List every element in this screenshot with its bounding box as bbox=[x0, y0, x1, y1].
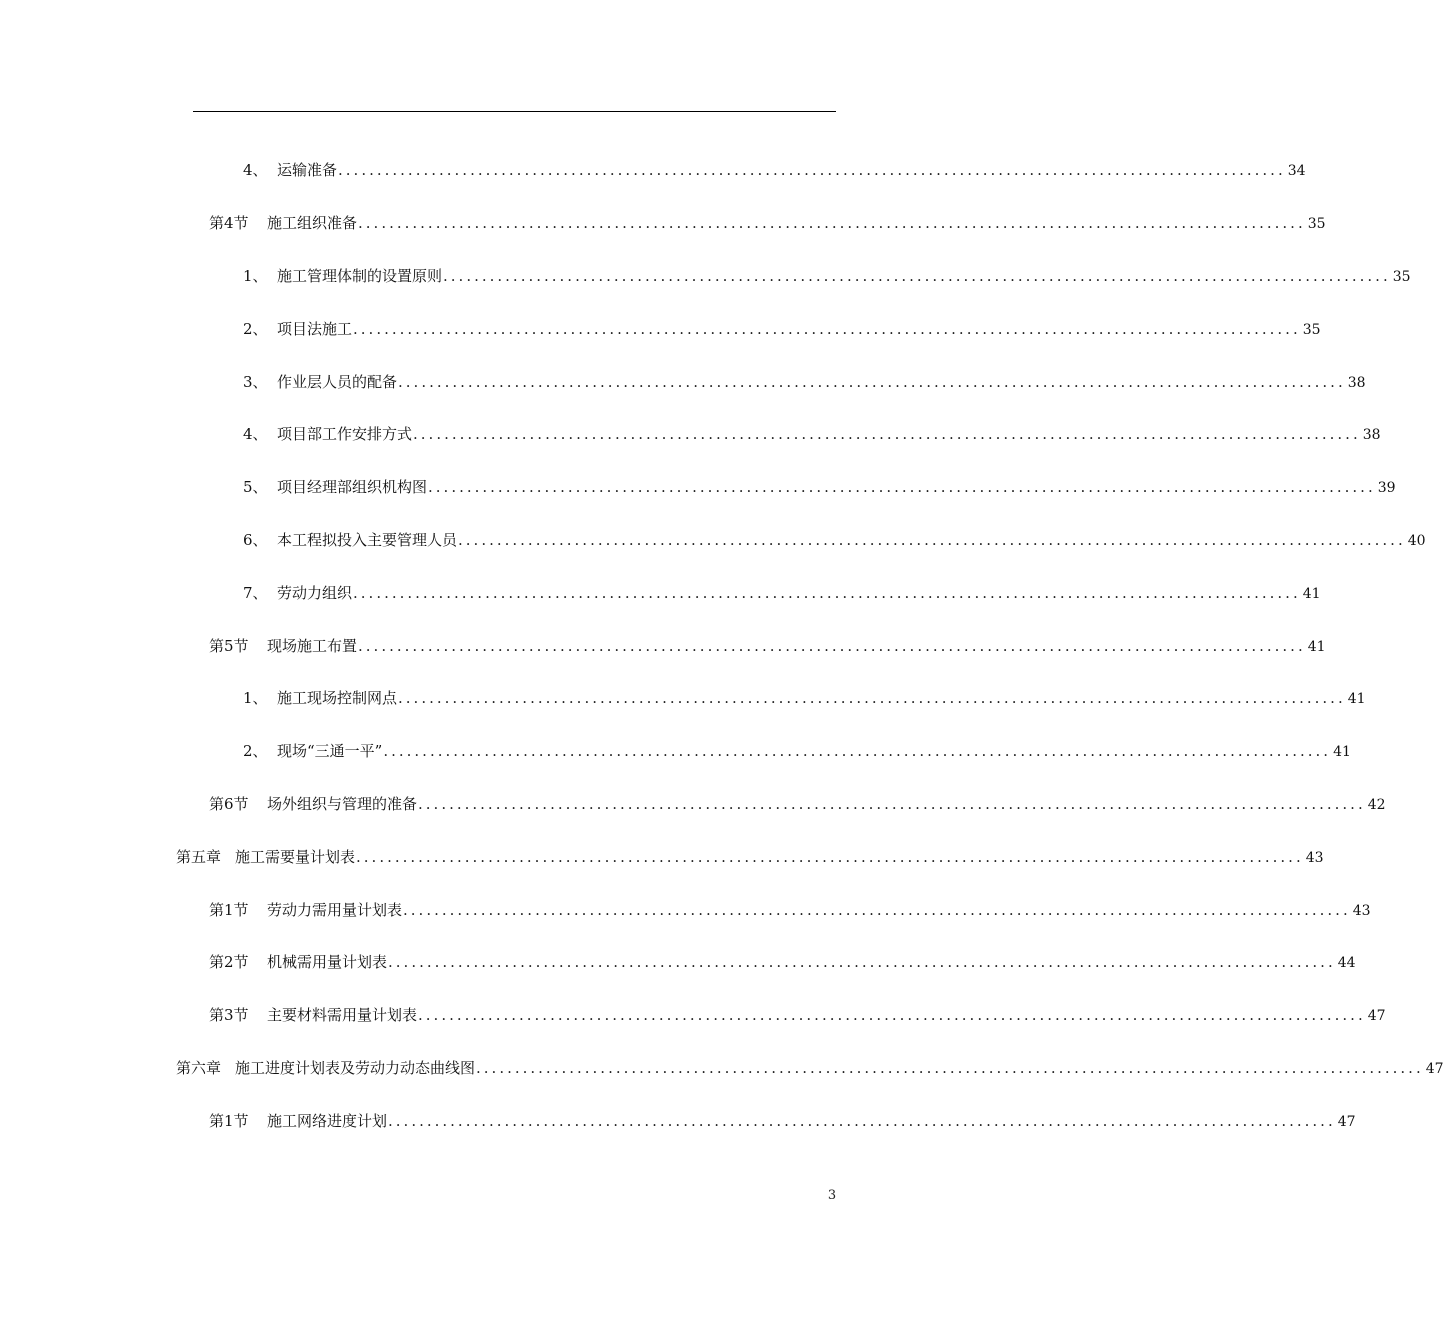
toc-entry-key-personnel[interactable] bbox=[243, 528, 1426, 552]
toc-entry-number: 4、 bbox=[243, 161, 268, 179]
toc-entry-title: 本工程拟投入主要管理人员 bbox=[277, 531, 458, 549]
toc-entry-title: 项目法施工 bbox=[277, 320, 353, 338]
toc-entry-number: 2、 bbox=[243, 320, 268, 338]
dot-leader: .......................................................................................................................... bbox=[458, 531, 1406, 549]
toc-entry-title: 运输准备 bbox=[277, 161, 338, 179]
toc-entry-page: 34 bbox=[1287, 163, 1306, 179]
toc-entry-work-arrangement[interactable] bbox=[243, 422, 1381, 446]
toc-entry-page: 38 bbox=[1347, 375, 1366, 391]
dot-leader: .......................................................................................................................... bbox=[413, 425, 1361, 443]
toc-entry-page: 41 bbox=[1333, 744, 1351, 760]
dot-leader: .......................................................................................................................... bbox=[356, 848, 1304, 866]
toc-entry-page: 42 bbox=[1367, 797, 1386, 813]
toc-entry-number: 5、 bbox=[243, 478, 268, 496]
toc-entry-number: 第1节 bbox=[209, 1112, 249, 1130]
toc-entry-title: 劳动力需用量计划表 bbox=[267, 901, 403, 919]
toc-entry-title: 施工管理体制的设置原则 bbox=[277, 267, 443, 285]
toc-entry-transport-prep[interactable] bbox=[243, 158, 1306, 182]
toc-entry-page: 47 bbox=[1337, 1114, 1356, 1130]
page-number: 3 bbox=[827, 1188, 837, 1203]
toc-entry-page: 35 bbox=[1392, 269, 1411, 285]
toc-entry-chapter-6[interactable] bbox=[176, 1056, 1444, 1080]
toc-entry-number: 2、 bbox=[243, 742, 268, 760]
dot-leader: .......................................................................................................................... bbox=[358, 637, 1306, 655]
dot-leader: .......................................................................................................................... bbox=[428, 478, 1376, 496]
toc-entry-title: 机械需用量计划表 bbox=[267, 953, 388, 971]
toc-entry-section-4[interactable] bbox=[209, 211, 1326, 235]
dot-leader: .......................................................................................................................... bbox=[418, 1006, 1366, 1024]
toc-entry-page: 47 bbox=[1425, 1061, 1444, 1077]
toc-entry-page: 41 bbox=[1307, 639, 1326, 655]
toc-entry-number: 1、 bbox=[243, 689, 268, 707]
toc-entry-title: 场外组织与管理的准备 bbox=[267, 795, 418, 813]
toc-entry-page: 40 bbox=[1407, 533, 1426, 549]
dot-leader: .......................................................................................................................... bbox=[403, 901, 1351, 919]
dot-leader: .......................................................................................................................... bbox=[383, 742, 1332, 760]
dot-leader: .......................................................................................................................... bbox=[353, 320, 1301, 338]
toc-entry-labor-organization[interactable] bbox=[243, 581, 1321, 605]
toc-entry-title: 主要材料需用量计划表 bbox=[267, 1006, 418, 1024]
toc-entry-title: 施工需要量计划表 bbox=[235, 848, 356, 866]
toc-entry-title: 作业层人员的配备 bbox=[277, 373, 398, 391]
dot-leader: .......................................................................................................................... bbox=[418, 795, 1366, 813]
dot-leader: .......................................................................................................................... bbox=[353, 584, 1301, 602]
toc-entry-machinery-plan[interactable] bbox=[209, 950, 1356, 974]
toc-entry-number: 第4节 bbox=[209, 214, 249, 232]
toc-entry-number: 第3节 bbox=[209, 1006, 249, 1024]
toc-entry-page: 44 bbox=[1337, 955, 1356, 971]
toc-entry-page: 47 bbox=[1367, 1008, 1386, 1024]
toc-entry-page: 41 bbox=[1302, 586, 1321, 602]
dot-leader: .......................................................................................................................... bbox=[388, 953, 1336, 971]
toc-entry-title: 项目经理部组织机构图 bbox=[277, 478, 428, 496]
toc-entry-number: 第1节 bbox=[209, 901, 249, 919]
toc-entry-section-5[interactable] bbox=[209, 634, 1326, 658]
toc-entry-title: 施工进度计划表及劳动力动态曲线图 bbox=[235, 1059, 476, 1077]
toc-entry-title: 施工网络进度计划 bbox=[267, 1112, 388, 1130]
toc-entry-page: 38 bbox=[1362, 427, 1381, 443]
toc-entry-page: 43 bbox=[1352, 903, 1371, 919]
toc-entry-title: 项目部工作安排方式 bbox=[277, 425, 413, 443]
toc-entry-title: 劳动力组织 bbox=[277, 584, 353, 602]
toc-entry-title: 施工现场控制网点 bbox=[277, 689, 398, 707]
toc-entry-three-connections[interactable] bbox=[243, 739, 1351, 763]
dot-leader: .......................................................................................................................... bbox=[398, 373, 1346, 391]
toc-entry-number: 第五章 bbox=[176, 848, 222, 866]
dot-leader: .......................................................................................................................... bbox=[398, 689, 1346, 707]
toc-entry-number: 4、 bbox=[243, 425, 268, 443]
toc-entry-number: 7、 bbox=[243, 584, 268, 602]
toc-entry-network-schedule[interactable] bbox=[209, 1109, 1356, 1133]
toc-entry-labor-plan[interactable] bbox=[209, 898, 1371, 922]
toc-entry-title: 现场施工布置 bbox=[267, 637, 358, 655]
toc-entry-page: 41 bbox=[1347, 691, 1366, 707]
toc-entry-page: 39 bbox=[1377, 480, 1396, 496]
toc-entry-control-points[interactable] bbox=[243, 686, 1366, 710]
toc-entry-number: 3、 bbox=[243, 373, 268, 391]
toc-entry-section-6[interactable] bbox=[209, 792, 1386, 816]
toc-entry-number: 6、 bbox=[243, 531, 268, 549]
toc-entry-page: 35 bbox=[1302, 322, 1321, 338]
toc-entry-number: 1、 bbox=[243, 267, 268, 285]
toc-entry-number: 第六章 bbox=[176, 1059, 222, 1077]
toc-entry-page: 43 bbox=[1305, 850, 1324, 866]
toc-entry-chapter-5[interactable] bbox=[176, 845, 1324, 869]
dot-leader: .......................................................................................................................... bbox=[443, 267, 1391, 285]
toc-entry-title: 现场“三通一平” bbox=[277, 742, 383, 760]
toc-entry-number: 第2节 bbox=[209, 953, 249, 971]
toc-entry-page: 35 bbox=[1307, 216, 1326, 232]
toc-entry-title: 施工组织准备 bbox=[267, 214, 358, 232]
toc-entry-staffing[interactable] bbox=[243, 370, 1366, 394]
dot-leader: .......................................................................................................................... bbox=[476, 1059, 1424, 1077]
toc-entry-org-chart[interactable] bbox=[243, 475, 1396, 499]
dot-leader: .......................................................................................................................... bbox=[358, 214, 1306, 232]
toc-entry-number: 第5节 bbox=[209, 637, 249, 655]
toc-entry-project-method[interactable] bbox=[243, 317, 1321, 341]
toc-entry-materials-plan[interactable] bbox=[209, 1003, 1386, 1027]
dot-leader: .......................................................................................................................... bbox=[388, 1112, 1336, 1130]
toc-entry-management-principles[interactable] bbox=[243, 264, 1411, 288]
dot-leader: .......................................................................................................................... bbox=[338, 161, 1286, 179]
toc-entry-number: 第6节 bbox=[209, 795, 249, 813]
